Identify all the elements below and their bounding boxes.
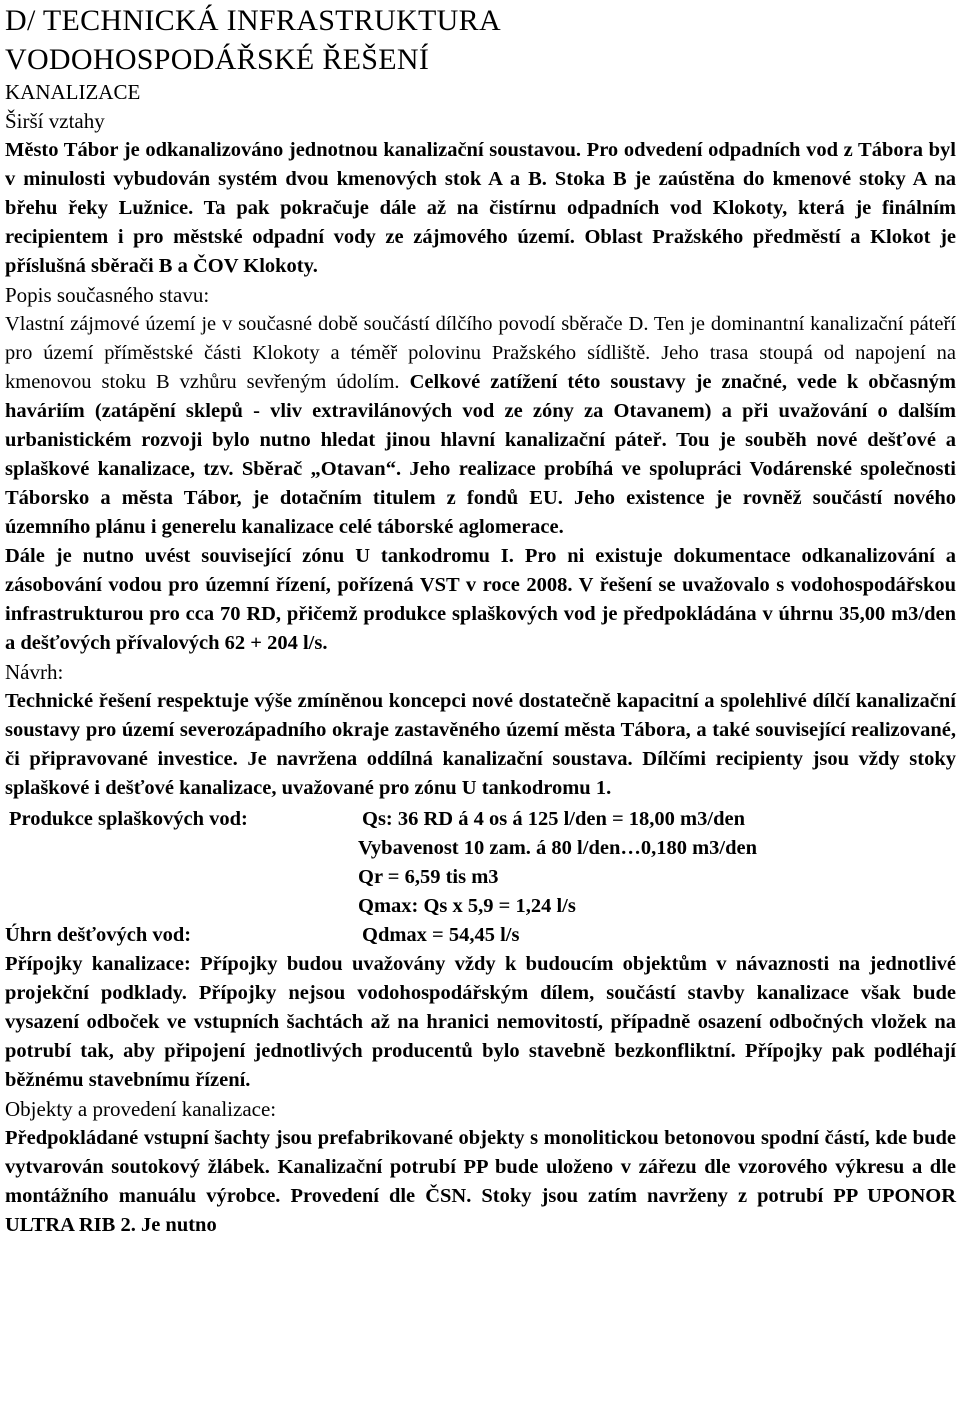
calc-label-sewage: Produkce splaškových vod: bbox=[9, 808, 248, 830]
calc-line-qmax: Qmax: Qs x 5,9 = 1,24 l/s bbox=[358, 895, 576, 917]
section-title-objects: Objekty a provedení kanalizace: bbox=[5, 1097, 277, 1121]
section-title-current-state: Popis současného stavu: bbox=[5, 283, 210, 307]
paragraph-tankodrom-zone: Dále je nutno uvést související zónu U tankodromu I. Pro ni existuje dokumentace odkanalizování a zásobování vodou pro územní řízení, pořízená VST v roce 2008. V řešení se uvažovalo s vodohospodářskou infrastrukturou pro cca 70 RD, přičemž produkce splaškových vod je předpokládána v úhrnu 35,00 m3/den a dešťových přívalových 62 + 204 l/s. bbox=[5, 545, 956, 654]
calc-row-qmax bbox=[5, 892, 956, 921]
calc-line-qr: Qr = 6,59 tis m3 bbox=[358, 866, 499, 888]
paragraph-wider-relations: Město Tábor je odkanalizováno jednotnou kanalizační soustavou. Pro odvedení odpadních vod z Tábora byl v minulosti vybudován systém dvou kmenových stok A a B. Stoka B je zaústěna do kmenové stoky A na břehu řeky Lužnice. Ta pak pokračuje dále až na čistírnu odpadních vod Klokoty, která je finálním recipientem i pro městské odpadní vody ze zájmového území. Oblast Pražského předměstí a Klokot je příslušná sběrači B a ČOV Klokoty. bbox=[5, 139, 956, 277]
heading-line-2: VODOHOSPODÁŘSKÉ ŘEŠENÍ bbox=[5, 43, 430, 76]
paragraph-objects: Předpokládané vstupní šachty jsou prefabrikované objekty s monolitickou betonovou spodní částí, kde bude vytvarován soutokový žlábek. Kanalizační potrubí PP bude uloženo v zářezu dle vzorového výkresu a dle montážního manuálu výrobce. Provedení dle ČSN. Stoky jsou zatím navrženy z potrubí PP UPONOR ULTRA RIB 2. Je nutno bbox=[5, 1127, 956, 1236]
calc-label-rain: Úhrn dešťových vod: bbox=[5, 924, 192, 946]
calc-row-amenity bbox=[5, 834, 956, 863]
paragraph-current-state bbox=[5, 310, 956, 542]
heading-line-1: D/ TECHNICKÁ INFRASTRUKTURA bbox=[5, 4, 501, 37]
calc-row-qr bbox=[5, 863, 956, 892]
paragraph-proposal: Technické řešení respektuje výše zmíněnou koncepci nové dostatečně kapacitní a spolehlivé dílčí kanalizační soustavy pro území severozápadního okraje zastavěného území města Tábora, a také související realizované, či připravované investice. Je navržena oddílná kanalizační soustava. Dílčími recipienty jsou vždy stoky splaškové i dešťové kanalizace, uvažované pro zónu U tankodromu 1. bbox=[5, 690, 956, 799]
section-title-wider-relations: Širší vztahy bbox=[5, 109, 105, 133]
calc-line-rain: Qdmax = 54,45 l/s bbox=[362, 924, 520, 946]
calc-line-qs: Qs: 36 RD á 4 os á 125 l/den = 18,00 m3/den bbox=[362, 808, 745, 830]
calc-row-rain bbox=[5, 921, 956, 950]
paragraph-connections: Přípojky kanalizace: Přípojky budou uvažovány vždy k budoucím objektům v návaznosti na jednotlivé projekční podklady. Přípojky nejsou vodohospodářským dílem, součástí stavby kanalizace však bude vysazení odboček ve vstupních šachtách až na hranici nemovitostí, případně osazení odbočných vložek na potrubí tak, aby připojení jednotlivých producentů bylo stavebně bezkonfliktní. Přípojky pak podléhají běžnému stavebnímu řízení. bbox=[5, 953, 956, 1091]
current-state-text-b: Celkové zatížení této soustavy je značné, vede k občasným haváriím (zatápění sklepů - vliv extravilánových vod ze zóny za Otavanem) a při uvažování o dalším urbanistickém rozvoji bylo nutno hledat jinou hlavní kanalizační páteř. Tou je souběh nové dešťové a splaškové kanalizace, tzv. Sběrač „Otavan“. Jeho realizace probíhá ve spolupráci Vodárenské společnosti Táborsko a města Tábor, je dotačním titulem z fondů EU. Jeho existence je rovněž součástí nového územního plánu i generelu kanalizace celé táborské aglomerace. bbox=[5, 371, 956, 538]
current-state-text-a: Vlastní zájmové území je v současné době součástí dílčího povodí sběrače D. Ten je dominantní kanalizační páteří pro území příměstské části Klokoty a téměř polovinu Pražského sídliště. Jeho trasa stoupá od napojení na kmenovou stoku B vzhůru sevřeným údolím. bbox=[5, 313, 956, 393]
calc-row-sewage bbox=[5, 805, 956, 834]
calc-line-amenity: Vybavenost 10 zam. á 80 l/den…0,180 m3/den bbox=[358, 837, 758, 859]
section-title-proposal: Návrh: bbox=[5, 660, 64, 684]
heading-line-3: KANALIZACE bbox=[5, 80, 141, 104]
